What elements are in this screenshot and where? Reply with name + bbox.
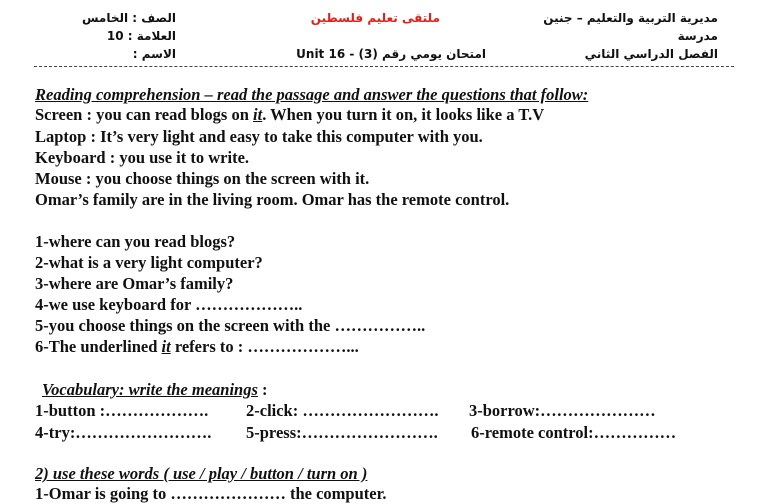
question-text: refers to : ………………...	[170, 337, 359, 356]
reading-title: Reading comprehension – read the passage and answer the questions that follow:	[35, 85, 589, 104]
underlined-it: it	[161, 337, 171, 356]
directorate-label: مديرية التربية والتعليم – جنين	[543, 11, 718, 25]
header-divider	[34, 66, 734, 67]
passage-line-omar: Omar’s family are in the living room. Omar has the remote control.	[35, 190, 510, 209]
mark-label: العلامة : 10	[106, 29, 176, 43]
question-4: 4-we use keyboard for ………………..	[35, 295, 303, 314]
underlined-it: it	[253, 105, 263, 124]
vocab-item-try: 4-try:…………………….	[35, 423, 212, 442]
question-2: 2-what is a very light computer?	[35, 253, 263, 272]
vocab-item-button: 1-button :……………….	[35, 401, 209, 420]
question-1: 1-where can you read blogs?	[35, 232, 236, 251]
passage-text: Screen : you can read blogs on	[35, 105, 254, 124]
student-name-label: الاسم :	[132, 47, 176, 61]
vocab-item-remote-control: 6-remote control:……………	[471, 423, 677, 442]
vocab-item-borrow: 3-borrow:…………………	[469, 401, 656, 420]
question-3: 3-where are Omar’s family?	[35, 274, 234, 293]
grade-label: الصف : الخامس	[81, 11, 176, 25]
passage-text: . When you turn it on, it looks like a T.V	[262, 105, 545, 124]
question-5: 5-you choose things on the screen with the ……………..	[35, 316, 426, 335]
vocab-item-click: 2-click: …………………….	[246, 401, 439, 420]
site-name: ملتقى تعليم فلسطين	[310, 11, 440, 25]
use-words-sentence-1: 1-Omar is going to ………………… the computer.	[35, 484, 387, 503]
vocabulary-title: Vocabulary: write the meanings	[42, 380, 258, 399]
passage-line-laptop: Laptop : It’s very light and easy to take this computer with you.	[35, 127, 483, 146]
use-words-title: 2) use these words ( use / play / button / turn on )	[35, 464, 368, 483]
school-label: مدرسة	[677, 29, 718, 43]
vocabulary-heading	[42, 380, 268, 400]
question-6	[35, 337, 359, 357]
vocabulary-title-suffix: :	[257, 380, 268, 399]
passage-line-screen	[35, 105, 544, 125]
exam-title: امتحان يومي رقم (3) - Unit 16	[296, 47, 486, 61]
semester-label: الفصل الدراسي الثاني	[584, 47, 718, 61]
question-text: 6-The underlined	[35, 337, 162, 356]
vocab-item-press: 5-press:…………………….	[246, 423, 438, 442]
passage-line-keyboard: Keyboard : you use it to write.	[35, 148, 250, 167]
passage-line-mouse: Mouse : you choose things on the screen with it.	[35, 169, 370, 188]
